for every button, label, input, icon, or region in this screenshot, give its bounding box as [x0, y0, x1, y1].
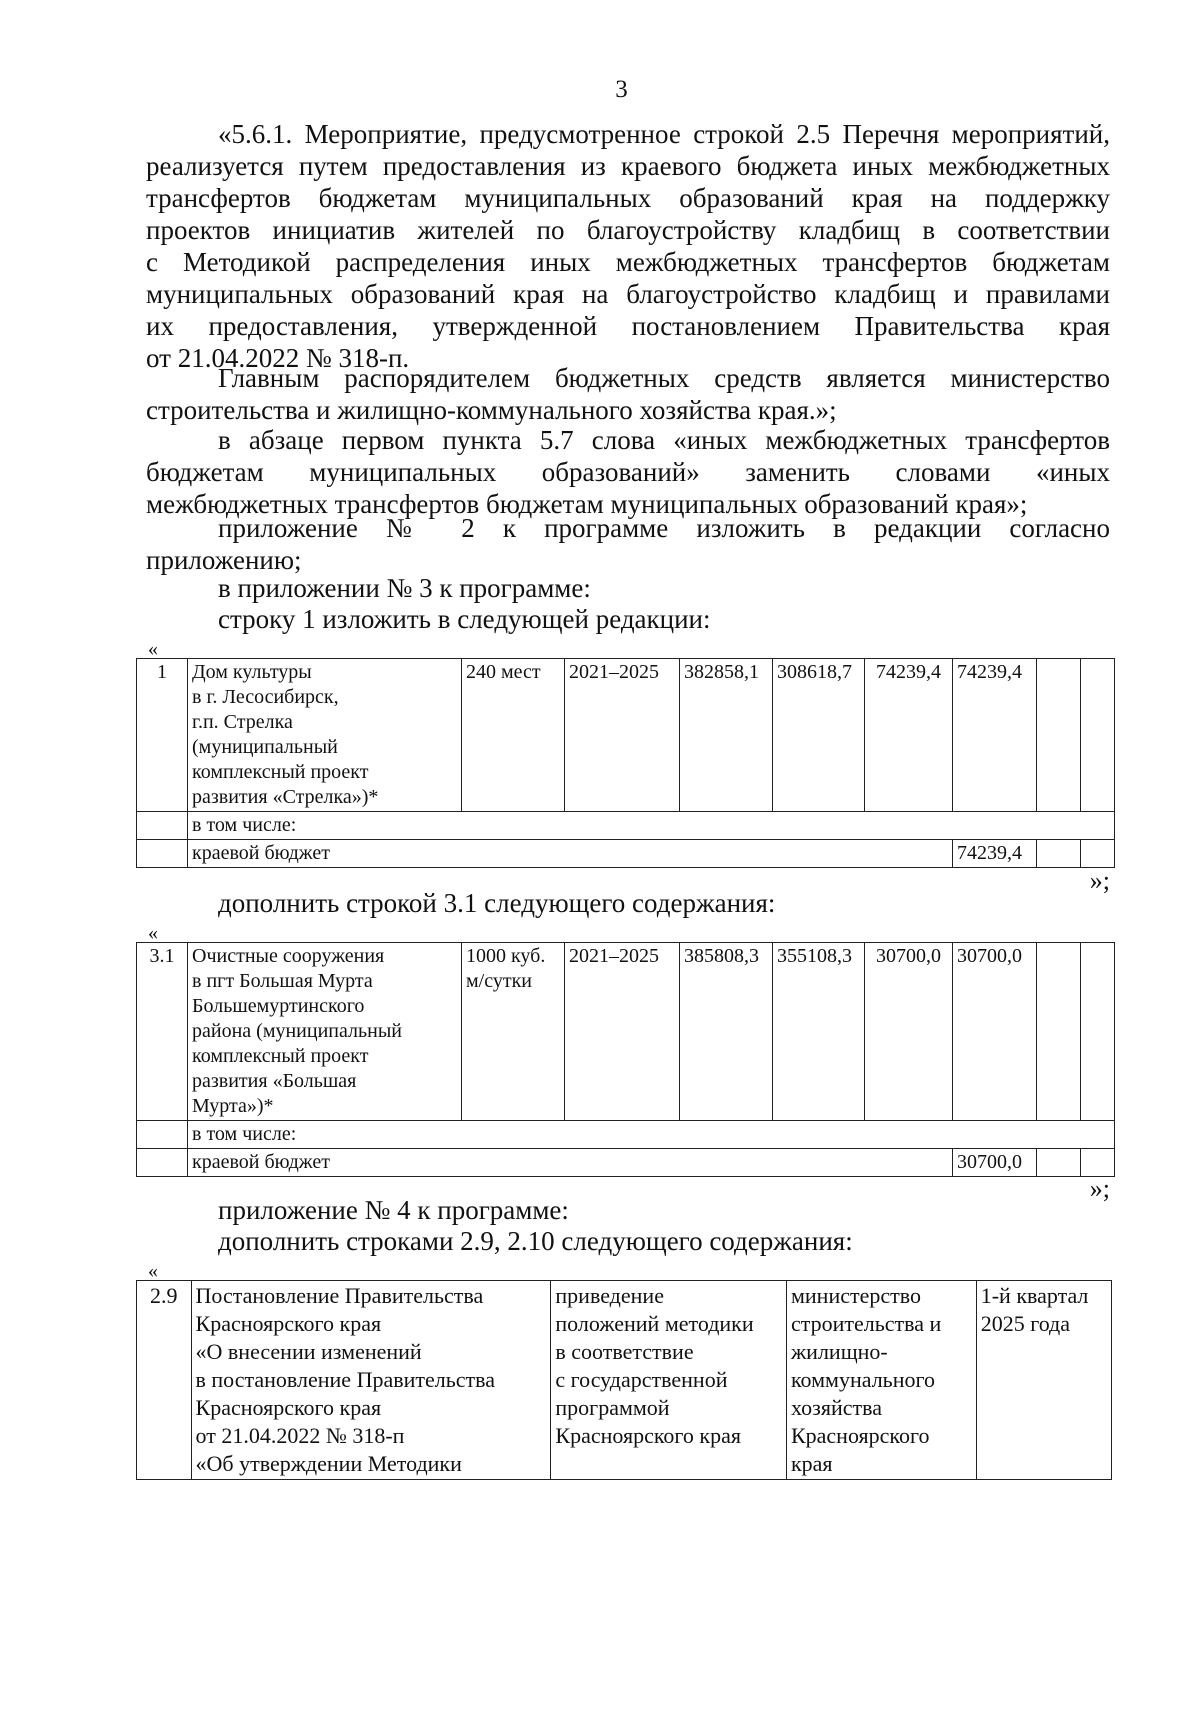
paragraph-line: строительства и жилищно-коммунального хозяйства края.»;: [146, 395, 837, 425]
paragraph-line: приложение № 2 к программе изложить в редакции согласно: [218, 513, 1110, 543]
deadline: [976, 1281, 1111, 1480]
document-line: Постановление Правительства: [195, 1283, 484, 1308]
budget-label: краевой бюджет: [188, 1149, 953, 1177]
object-name-line: (муниципальный: [192, 736, 338, 758]
quote-close: »;: [1089, 1174, 1110, 1203]
document-line: «О внесении изменений: [195, 1339, 422, 1364]
responsible-line: Красноярского: [790, 1423, 930, 1448]
budget-label: краевой бюджет: [188, 840, 953, 868]
period: 2021–2025: [565, 943, 680, 1121]
object-name-line: развития «Стрелка»)*: [192, 786, 379, 808]
empty-cell: [1037, 1149, 1081, 1177]
purpose: [551, 1281, 787, 1480]
table-row-1: [136, 658, 1115, 868]
empty-cell: [1037, 840, 1081, 868]
paragraph-line: в абзаце первом пункта 5.7 слова «иных межбюджетных трансфертов: [218, 425, 1110, 455]
budget-value: 30700,0: [953, 1149, 1037, 1177]
document-name: [191, 1281, 551, 1480]
paragraph-rows-2-9-2-10: дополнить строками 2.9, 2.10 следующего содержания:: [218, 1226, 853, 1256]
empty-cell: [1037, 659, 1081, 812]
value-cell: 30700,0: [953, 943, 1037, 1121]
purpose-line: с государственной: [555, 1367, 728, 1392]
object-name-line: развития «Большая: [192, 1070, 357, 1092]
value-cell: 385808,3: [680, 943, 773, 1121]
quote-open: «: [148, 1260, 158, 1282]
row-number: 2.9: [137, 1281, 192, 1480]
paragraph-row-1: строку 1 изложить в следующей редакции:: [218, 604, 711, 634]
paragraph-distributor: [146, 362, 1110, 426]
object-name-line: в пгт Большая Мурта: [192, 970, 373, 992]
paragraph-row-3-1: дополнить строкой 3.1 следующего содержания:: [218, 888, 776, 918]
responsible-line: края: [790, 1451, 833, 1476]
paragraph-line: трансфертов бюджетам муниципальных образований края на поддержку: [146, 183, 1110, 213]
object-name-line: Мурта»)*: [192, 1095, 274, 1117]
document-line: Красноярского края: [195, 1395, 382, 1420]
responsible-line: строительства и: [790, 1311, 942, 1336]
object-name-line: Дом культуры: [192, 661, 312, 683]
paragraph-line: Главным распорядителем бюджетных средств является министерство: [218, 363, 1110, 393]
row-number: 3.1: [137, 943, 188, 1121]
value-cell: 74239,4: [865, 659, 953, 812]
object-name-line: Большемуртинского: [192, 995, 365, 1017]
purpose-line: приведение: [555, 1283, 664, 1308]
purpose-line: программой: [555, 1395, 670, 1420]
paragraph-line: от 21.04.2022 № 318-п.: [146, 343, 410, 373]
value-cell: 382858,1: [680, 659, 773, 812]
capacity-line: 1000 куб.: [466, 945, 546, 967]
purpose-line: положений методики: [555, 1311, 754, 1336]
responsible: [786, 1281, 976, 1480]
document-line: «Об утверждении Методики: [195, 1451, 462, 1476]
paragraph-line: муниципальных образований края на благоустройство кладбищ и правилами: [146, 279, 1110, 309]
paragraph-line: их предоставления, утвержденной постановлением Правительства края: [146, 311, 1110, 341]
table-row-2-9: [136, 1280, 1112, 1480]
paragraph-line: реализуется путем предоставления из краевого бюджета иных межбюджетных: [146, 151, 1110, 181]
row-number: 1: [137, 659, 188, 812]
object-name-line: комплексный проект: [192, 1045, 369, 1067]
value-cell: 355108,3: [773, 943, 865, 1121]
responsible-line: жилищно-: [790, 1339, 888, 1364]
value-cell: 308618,7: [773, 659, 865, 812]
paragraph-line: межбюджетных трансфертов бюджетам муниципальных образований края»;: [146, 489, 1028, 519]
object-name-line: г.п. Стрелка: [192, 711, 293, 733]
paragraph-line: бюджетам муниципальных образований» заменить словами «иных: [146, 457, 1110, 487]
responsible-line: коммунального: [790, 1367, 935, 1392]
deadline-line: 2025 года: [980, 1311, 1071, 1336]
quote-open: «: [148, 922, 158, 944]
empty-cell: [1081, 943, 1115, 1121]
empty-cell: [137, 812, 188, 840]
paragraph-line: проектов инициатив жителей по благоустройству кладбищ в соответствии: [146, 215, 1110, 245]
purpose-line: в соответствие: [555, 1339, 694, 1364]
capacity: 240 мест: [462, 659, 565, 812]
empty-cell: [1081, 1149, 1115, 1177]
purpose-line: Красноярского края: [555, 1423, 741, 1448]
including-label: в том числе:: [188, 1121, 1115, 1149]
paragraph-5-6-1: [146, 118, 1110, 374]
including-label: в том числе:: [188, 812, 1115, 840]
paragraph-5-7: [146, 424, 1110, 520]
paragraph-appendix-4: приложение № 4 к программе:: [218, 1195, 569, 1225]
quote-close: »;: [1089, 866, 1110, 895]
document-line: Красноярского края: [195, 1311, 382, 1336]
responsible-line: министерство: [790, 1283, 921, 1308]
paragraph-appendix-3: в приложении № 3 к программе:: [218, 573, 591, 603]
object-name: [188, 659, 462, 812]
capacity-line: м/сутки: [466, 970, 532, 992]
responsible-line: хозяйства: [790, 1395, 882, 1420]
deadline-line: 1-й квартал: [980, 1283, 1089, 1308]
paragraph-line: приложению;: [146, 545, 302, 575]
empty-cell: [137, 840, 188, 868]
empty-cell: [1081, 659, 1115, 812]
document-line: от 21.04.2022 № 318-п: [195, 1423, 405, 1448]
paragraph-line: с Методикой распределения иных межбюджетных трансфертов бюджетам: [146, 247, 1110, 277]
object-name-line: района (муниципальный: [192, 1020, 402, 1042]
object-name: [188, 943, 462, 1121]
empty-cell: [137, 1149, 188, 1177]
quote-open: «: [148, 638, 158, 660]
object-name-line: комплексный проект: [192, 761, 369, 783]
budget-value: 74239,4: [953, 840, 1037, 868]
capacity: [462, 943, 565, 1121]
value-cell: 30700,0: [865, 943, 953, 1121]
table-row-3-1: [136, 942, 1115, 1177]
empty-cell: [1081, 840, 1115, 868]
object-name-line: Очистные сооружения: [192, 945, 385, 967]
period: 2021–2025: [565, 659, 680, 812]
page-number: 3: [615, 76, 628, 103]
object-name-line: в г. Лесосибирск,: [192, 686, 339, 708]
empty-cell: [137, 1121, 188, 1149]
empty-cell: [1037, 943, 1081, 1121]
paragraph-appendix-2: [146, 512, 1110, 576]
paragraph-line: «5.6.1. Мероприятие, предусмотренное строкой 2.5 Перечня мероприятий,: [218, 119, 1110, 149]
value-cell: 74239,4: [953, 659, 1037, 812]
document-line: в постановление Правительства: [195, 1367, 496, 1392]
